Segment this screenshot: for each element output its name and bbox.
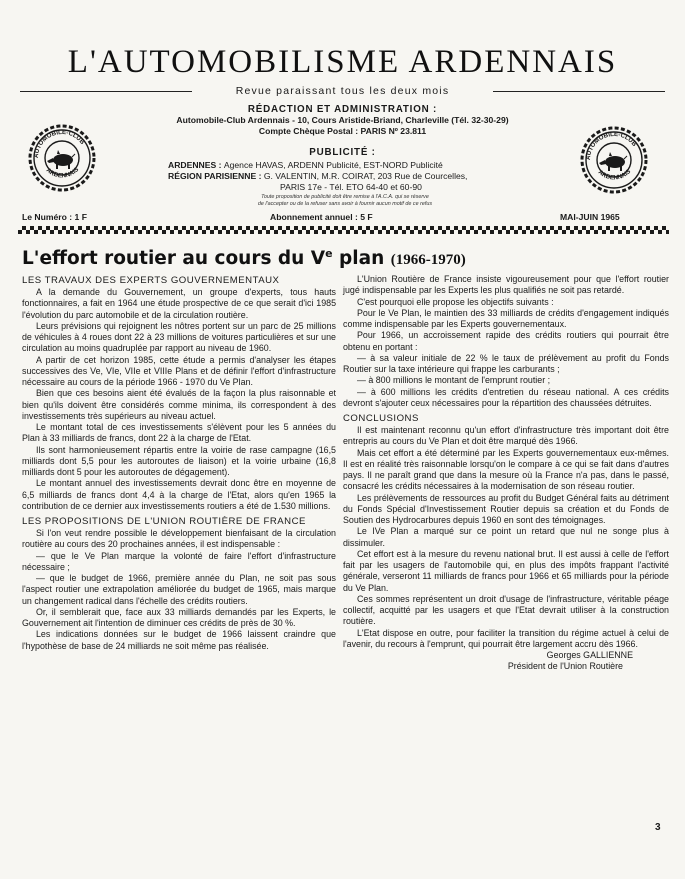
article-column-1	[22, 274, 336, 652]
paragraph: Ces sommes représentent un droit d'usage de l'infrastructure, véritable péage collectif, acquitté par les usagers et que l'Etat devrait utiliser à la construction routière.	[343, 593, 669, 627]
publicite-lines	[168, 160, 548, 193]
publicite-line1-text: Agence HAVAS, ARDENN Publicité, EST-NORD Publicité	[223, 160, 443, 170]
masthead-title: L'AUTOMOBILISME ARDENNAIS	[67, 44, 618, 80]
paragraph: A partir de cet horizon 1985, cette étude a permis d'analyser les étapes successives des Ve, VIe, VIIe et VIIIe Plans et de définir l'effort d'infrastructure nécessaire au cours de la période 1966 - 1970 du Ve Plan.	[22, 354, 336, 387]
page-number: 3	[655, 822, 661, 833]
publicite-line2-text: G. VALENTIN, M.R. COIRAT, 203 Rue de Courcelles,	[263, 171, 468, 181]
paragraph: Le montant annuel des investissements devrait donc être en moyenne de 6,5 milliards de francs dont 4,4 à la charge de l'Etat, alors qu'en 1965 la contribution de ce dernier aux investissements routiers a été de 1.530 millions.	[22, 478, 336, 511]
article-column-2	[343, 274, 669, 673]
paragraph: — que le budget de 1966, première année du Plan, ne soit pas sous l'aspect routier une extrapolation améliorée du budget de 1965, mais marque un changement radical dans l'échelle des crédits routiers.	[22, 573, 336, 606]
paragraph: Les indications données sur le budget de 1966 laissent craindre que l'hypothèse de base de 24 milliards ne soit même pas réalisée.	[22, 629, 336, 651]
paragraph: — à sa valeur initiale de 22 % le taux de prélèvement au profit du Fonds Routier sur la taxe intérieure qui frappe les carburants ;	[343, 352, 669, 374]
publicite-fine-print	[180, 194, 510, 208]
emblem-left-top-text: AUTOMOBILE-CLUB	[32, 128, 86, 159]
section-heading-experts: LES TRAVAUX DES EXPERTS GOUVERNEMENTAUX	[22, 275, 280, 286]
paragraph: A la demande du Gouvernement, un groupe d'experts, tous hauts fonctionnaires, a fait en 1964 une étude prospective de ce que serait d'ici 1985 l'évolution du parc automobile et de la circulation routière.	[22, 287, 336, 320]
editorial-postal: Compte Chèque Postal : PARIS Nº 23.811	[258, 126, 427, 136]
paragraph: Or, il semblerait que, face aux 33 milliards demandés par les Experts, le Gouvernement ait l'intention de diminuer ces crédits de près de 30 %.	[22, 606, 336, 628]
signature-title: Président de l'Union Routière	[507, 661, 623, 672]
emblem-right-top-text: AUTOMOBILE-CLUB	[584, 130, 638, 161]
paragraph: — que le Ve Plan marque la volonté de faire l'effort d'infrastructure nécessaire ;	[22, 550, 336, 572]
paragraph: Leurs prévisions qui rejoignent les nôtres portent sur un parc de 25 millions de véhicules à 4 roues dont 22 à 23 millions de voitures particulières et sur une circulation au moins quadruplée par rapport au niveau de 1960.	[22, 320, 336, 354]
headline-dates: (1966-1970)	[390, 252, 466, 269]
paragraph: Ils sont harmonieusement répartis entre la voirie de rase campagne (16,5 milliards dont 5,5 pour les autoroutes de liaison) et la voirie urbaine (16,8 milliards dont 5 pour les autoroutes de dégagement).	[22, 444, 336, 477]
tagline-rule-left	[20, 91, 192, 92]
paragraph: L'Etat dispose en outre, pour faciliter la transition du régime actuel à celui de l'avenir, du recours à l'emprunt, qui pourrait être largement accru dès 1966.	[343, 627, 669, 649]
paragraph: Mais cet effort a été déterminé par les Experts gouvernementaux eux-mêmes. Il est en réalité très raisonnable lorsqu'on le compare à ce qui se fait dans d'autres pays. Il ne paraît grand que dans la mesure où la France n'a pas, dans le passé, consacré les crédits nécessaires à la modernisation de son réseau routier.	[343, 447, 669, 492]
paragraph: Pour le Ve Plan, le maintien des 33 milliards de crédits d'engagement indiqués comme indispensable par les Experts gouvernementaux.	[343, 307, 669, 329]
editorial-block	[110, 104, 575, 137]
paragraph: Pour 1966, un accroissement rapide des crédits routiers qui pourrait être obtenu en portant :	[343, 330, 669, 352]
subscription-price: Abonnement annuel : 5 F	[270, 212, 373, 222]
paragraph: — à 600 millions les crédits d'entretien du réseau national. A ces crédits devront s'ajouter ceux nécessaires pour la répartition des chaussées détruites.	[343, 386, 669, 408]
paragraph: Si l'on veut rendre possible le développement bienfaisant de la circulation routière au cours des 20 prochaines années, il est indispensable :	[22, 528, 336, 550]
publicite-fine1: Toute proposition de publicité doit être remise à l'A.C.A. qui se réserve	[261, 194, 429, 200]
headline-main: L'effort routier au cours du V	[22, 248, 326, 270]
paragraph: — à 800 millions le montant de l'emprunt routier ;	[357, 375, 551, 386]
tagline-row	[20, 84, 665, 98]
editorial-address: Automobile-Club Ardennais - 10, Cours Aristide-Briand, Charleville (Tél. 32-30-29)	[176, 115, 509, 125]
paragraph: Bien que ces besoins aient été évalués de la façon la plus raisonnable et bien qu'ils doivent être considérés comme minima, ils correspondent à des investissements très supérieurs au niveau actuel.	[22, 388, 336, 421]
publicite-heading-block	[110, 147, 575, 158]
publicite-heading: PUBLICITÉ :	[309, 147, 376, 158]
signature-name: Georges GALLIENNE	[546, 650, 633, 660]
editorial-heading: RÉDACTION ET ADMINISTRATION :	[247, 104, 438, 115]
emblem-left-bottom-text: ARDENNAIS	[44, 166, 81, 180]
emblem-right-bottom-text: ARDENNAIS	[596, 168, 633, 182]
paragraph: Le montant total de ces investissements s'élèvent pour les 5 années du Plan à 33 milliards de francs, dont 22 à la charge de l'Etat.	[22, 422, 336, 444]
tagline: Revue paraissant tous les deux mois	[235, 85, 450, 97]
publicite-line3-text: PARIS 17e - Tél. ETO 64-40 et 60-90	[280, 182, 422, 192]
checkered-divider	[18, 226, 669, 234]
club-emblem-right	[580, 126, 648, 194]
publicite-line2-label: RÉGION PARISIENNE :	[168, 171, 262, 181]
issue-date: MAI-JUIN 1965	[560, 212, 620, 222]
publicite-line1-label: ARDENNES :	[168, 160, 222, 170]
paragraph: Le IVe Plan a marqué sur ce point un retard que nul ne songe plus à dissimuler.	[343, 526, 669, 548]
issue-price: Le Numéro : 1 F	[22, 212, 87, 222]
headline-end: plan	[332, 248, 385, 270]
headline-sup: e	[325, 247, 333, 260]
section-heading-propositions: LES PROPOSITIONS DE L'UNION ROUTIÈRE DE FRANCE	[22, 516, 306, 527]
article-headline	[22, 242, 667, 272]
paragraph: Il est maintenant reconnu qu'un effort d'infrastructure très important doit être entrepris au cours du Ve Plan et doit être marqué dès 1966.	[343, 425, 669, 447]
club-emblem-left	[28, 124, 96, 192]
paragraph: Cet effort est à la mesure du revenu national brut. Il est aussi à celle de l'effort fait par les usagers de l'automobile qui, en plus des impôts frappant l'activité générale, verseront 11 milliards de francs pour 1966 et 65 milliards pour la période du Ve Plan.	[343, 548, 669, 593]
paragraph: C'est pourquoi elle propose les objectifs suivants :	[357, 296, 554, 307]
paragraph: Les prélèvements de ressources au profit du Budget Général faits au détriment du Fonds Spécial d'Investissement Routier depuis sa création et du Fonds de Soutien des Hydrocarbures depuis 1960 en sont des témoignages.	[343, 492, 669, 525]
publicite-fine2: de l'accepter ou de la refuser sans avoir à fournir aucun motif de ce refus	[257, 201, 433, 207]
paragraph: L'Union Routière de France insiste vigoureusement pour que l'effort routier jugé indispensable par les Experts les plus qualifiés ne soit pas retardé.	[343, 274, 669, 296]
section-heading-conclusions: CONCLUSIONS	[343, 413, 419, 424]
tagline-rule-right	[493, 91, 665, 92]
